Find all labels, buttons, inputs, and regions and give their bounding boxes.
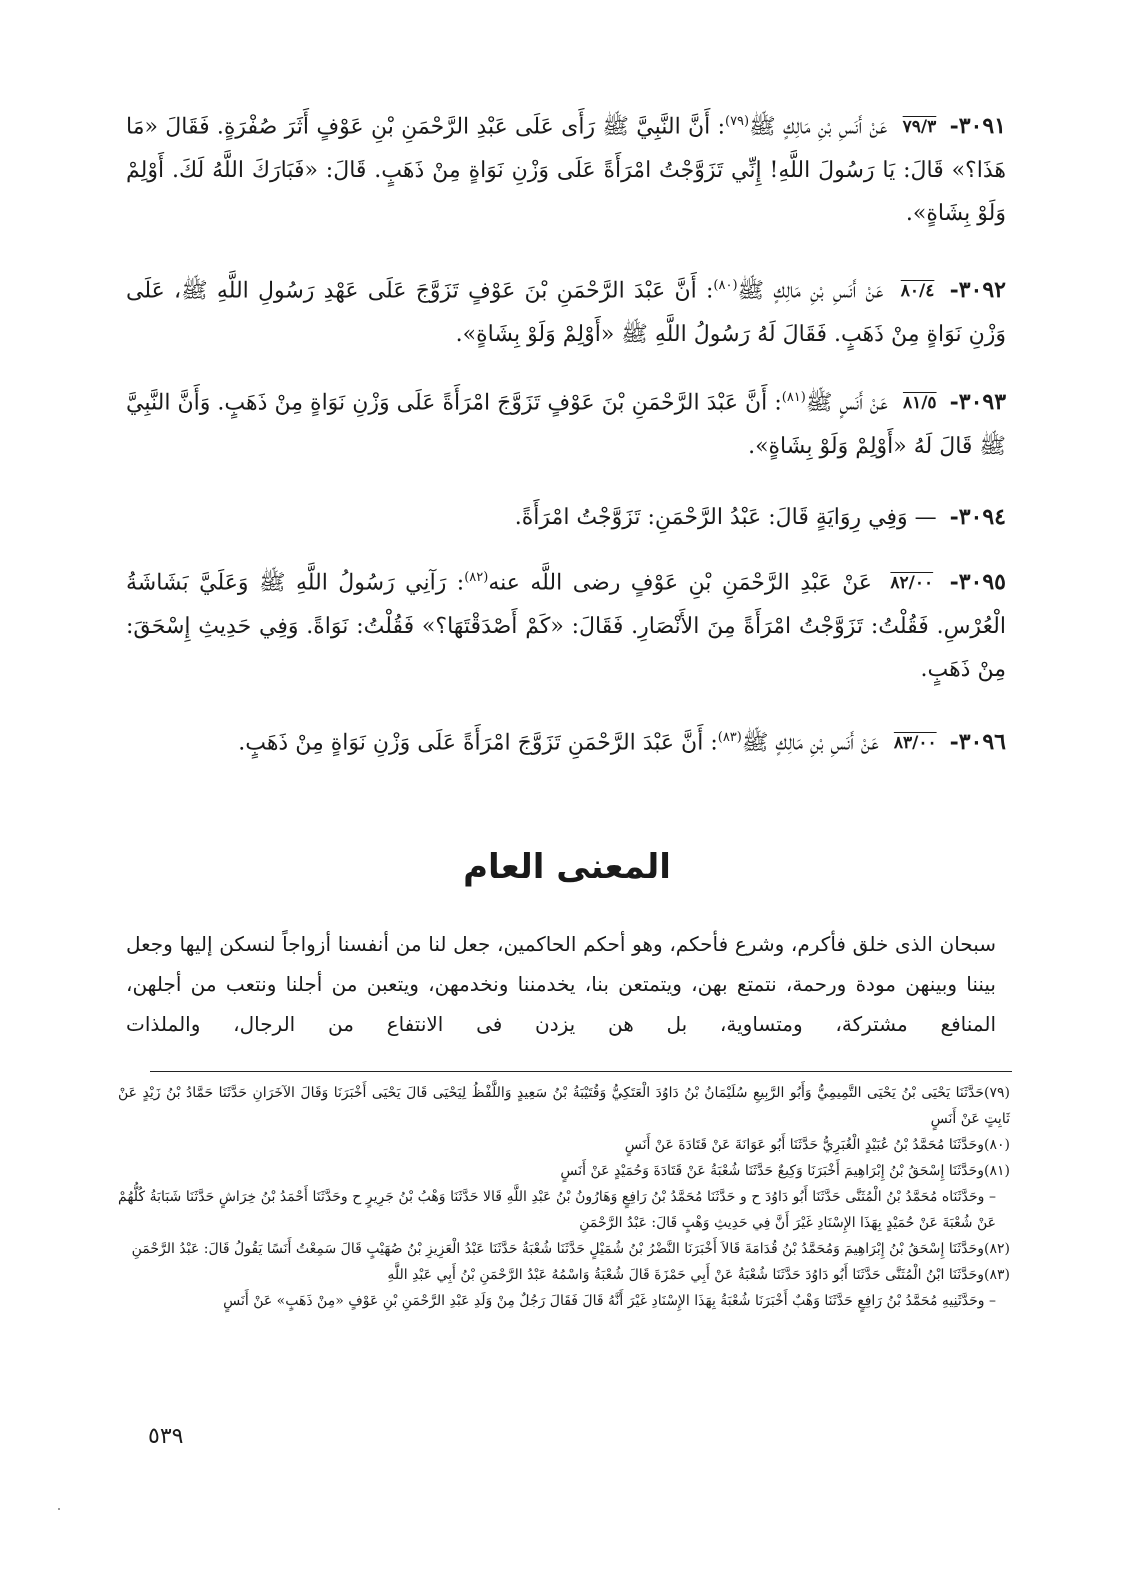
hadith-text: : رَآنِي رَسُولُ اللَّهِ ﷺ وَعَلَيَّ بَشَاشَةُ الْعُرْسِ. فَقُلْتُ: تَزَوَّجْتُ امْرَأَةً مِنَ الأَنْصَارِ. فَقَالَ: «كَمْ أَصْدَقْتَهَا؟» فَقُلْتُ: نَوَاةً. وَفِي حَدِيثِ إِسْحَقَ: مِنْ ذَهَبٍ. <box>126 570 1006 682</box>
hadith-lead: عَنْ أَنَسٍ ﷺ <box>805 390 888 416</box>
footnote-83: (٨٣)وحَدَّثَنَا ابْنُ الْمُثَنَّى حَدَّثَنَا أَبُو دَاوُدَ حَدَّثَنَا شُعْبَةُ عَنْ أَبِي حَمْزَةَ قَالَ شُعْبَةُ وَاسْمُهُ عَبْدُ الرَّحْمَنِ بْنُ أَبِي عَبْدِ اللَّهِ <box>387 1267 1010 1283</box>
hadith-lead: عَنْ أَنَسِ بْنِ مَالِكٍ ﷺ <box>737 278 884 304</box>
hadith-lead: عَنْ أَنَسِ بْنِ مَالِكٍ ﷺ <box>741 730 879 756</box>
hadith-number: ٣٠٩٢- <box>949 277 1006 304</box>
footnote-79: (٧٩)حَدَّثَنَا يَحْيَى بْنُ يَحْيَى التَّمِيمِيُّ وَأَبُو الرَّبِيعِ سُلَيْمَانُ بْنُ دَاوُدَ الْعَتَكِيُّ وَقُتَيْبَةُ بْنُ سَعِيدٍ وَاللَّفْظُ لِيَحْيَى قَالَ يَحْيَى أَخْبَرَنَا وَقَالَ الآخَرَانِ حَدَّثَنَا حَمَّادُ بْنُ زَيْدٍ عَنْ ثَابِتٍ عَنْ أَنَسٍ <box>118 1085 1010 1127</box>
page-number: ٥٣٩ <box>148 1424 184 1449</box>
hadith-number: ٣٠٩٦- <box>949 729 1006 756</box>
scan-speck <box>58 1508 60 1510</box>
footnote-80: (٨٠)وحَدَّثَنَا مُحَمَّدُ بْنُ عُبَيْدٍ الْغُبَرِيُّ حَدَّثَنَا أَبُو عَوَانَةَ عَنْ قَتَادَةَ عَنْ أَنَسٍ <box>624 1137 1010 1153</box>
hadith-text: : أَنَّ عَبْدَ الرَّحْمَنِ تَزَوَّجَ امْرَأَةً عَلَى وَزْنِ نَوَاةٍ مِنْ ذَهَبٍ. <box>238 730 718 756</box>
hadith-lead: عَنْ أَنَسِ بْنِ مَالِكٍ ﷺ <box>749 114 888 140</box>
hadith-fraction: ٨٢/٠٠ <box>890 572 934 593</box>
hadith-fraction: ٨١/٥ <box>902 392 937 413</box>
hadith-lead: عَنْ عَبْدِ الرَّحْمَنِ بْنِ عَوْفٍ رضى اللَّه عنه <box>488 570 872 596</box>
hadith-number: ٣٠٩٣- <box>949 389 1007 416</box>
footnote-82: (٨٢)وحَدَّثَنَا إِسْحَقُ بْنُ إِبْرَاهِيمَ وَمُحَمَّدُ بْنُ قُدَامَةَ قَالاَ أَخْبَرَنَا النَّضْرُ بْنُ شُمَيْلٍ حَدَّثَنَا شُعْبَةُ حَدَّثَنَا عَبْدُ الْعَزِيزِ بْنُ صُهَيْبٍ قَالَ سَمِعْتُ أَنَسًا يَقُولُ قَالَ: عَبْدُ الرَّحْمَنِ <box>131 1241 1010 1257</box>
hadith-3091 <box>126 100 1006 235</box>
section-title: المعنى العام <box>463 847 671 887</box>
general-meaning-paragraph: سبحان الذى خلق فأكرم، وشرع فأحكم، وهو أحكم الحاكمين، جعل لنا من أنفسنا أزواجاً لنسكن إليها وجعل بيننا وبينهن مودة ورحمة، نتمتع بهن، ويتمتعن بنا، يخدمننا ونخدمهن، ويتعبن من أجلنا ونتعب من أجلهن، المنافع مشتركة، ومتساوية، بل هن يزدن فى الانتفاع من الرجال، والملذات <box>126 932 996 1036</box>
hadith-fraction: ٧٩/٣ <box>902 116 937 137</box>
hadith-fraction: ٨٣/٠٠ <box>893 732 937 753</box>
footnote-81: (٨١)وحَدَّثَنَا إِسْحَقُ بْنُ إِبْرَاهِيمَ أَخْبَرَنَا وَكِيعٌ حَدَّثَنَا شُعْبَةُ عَنْ قَتَادَةَ وَحُمَيْدٍ عَنْ أَنَسٍ <box>560 1163 1010 1179</box>
hadith-3093 <box>126 376 1006 468</box>
footnote-83-continued: – وحَدَّثَنِيهِ مُحَمَّدُ بْنُ رَافِعٍ حَدَّثَنَا وَهْبٌ أَخْبَرَنَا شُعْبَةُ بِهَذَا الإِسْنَادِ غَيْرَ أَنَّهُ قَالَ فَقَالَ رَجُلٌ مِنْ وَلَدِ عَبْدِ الرَّحْمَنِ بْنِ عَوْفٍ «مِنْ ذَهَبٍ» عَنْ أَنَسٍ <box>223 1293 996 1309</box>
footnote-ref[interactable]: (٨١) <box>781 390 806 405</box>
hadith-number: ٣٠٩١- <box>949 113 1006 140</box>
footnote-ref[interactable]: (٨٠) <box>713 278 738 293</box>
footnote-ref[interactable]: (٨٣) <box>717 730 742 745</box>
footnotes <box>118 1080 1010 1314</box>
hadith-3095 <box>126 556 1006 691</box>
footnote-ref[interactable]: (٨٢) <box>464 570 489 585</box>
footnote-divider <box>150 1071 1012 1072</box>
hadith-number: ٣٠٩٤- <box>949 504 1006 530</box>
footnote-81-continued: – وحَدَّثَنَاه مُحَمَّدُ بْنُ الْمُثَنَّى حَدَّثَنَا أَبُو دَاوُدَ ح و حَدَّثَنَا مُحَمَّدُ بْنُ رَافِعٍ وَهَارُونُ بْنُ عَبْدِ اللَّهِ قَالا حَدَّثَنَا وَهْبُ بْنُ جَرِيرٍ ح وحَدَّثَنَا أَحْمَدُ بْنُ خِرَاشٍ حَدَّثَنَا شَبَابَةُ كُلُّهُمْ عَنْ شُعْبَةَ عَنْ حُمَيْدٍ بِهَذَا الإِسْنَادِ غَيْرَ أَنَّ فِي حَدِيثِ وَهْبٍ قَالَ: عَبْدُ الرَّحْمَنِ <box>118 1189 996 1231</box>
footnote-ref[interactable]: (٧٩) <box>724 114 750 129</box>
hadith-number: ٣٠٩٥- <box>949 569 1006 596</box>
hadith-text: : أَنَّ عَبْدَ الرَّحْمَنِ بْنَ عَوْفٍ تَزَوَّجَ عَلَى عَهْدِ رَسُولِ اللَّهِ ﷺ، عَلَى وَزْنِ نَوَاةٍ مِنْ ذَهَبٍ. فَقَالَ لَهُ رَسُولُ اللَّهِ ﷺ «أَوْلِمْ وَلَوْ بِشَاةٍ». <box>126 278 1006 347</box>
hadith-text: : أَنَّ عَبْدَ الرَّحْمَنِ بْنَ عَوْفٍ تَزَوَّجَ امْرَأَةً عَلَى وَزْنِ نَوَاةٍ مِنْ ذَهَبٍ. وَأَنَّ النَّبِيَّ ﷺ قَالَ لَهُ «أَوْلِمْ وَلَوْ بِشَاةٍ». <box>126 390 1006 459</box>
hadith-3096 <box>126 716 1006 765</box>
hadith-text: : أَنَّ النَّبِيَّ ﷺ رَأَى عَلَى عَبْدِ الرَّحْمَنِ بْنِ عَوْفٍ أَثَرَ صُفْرَةٍ. فَقَالَ «مَا هَذَا؟» قَالَ: يَا رَسُولَ اللَّهِ! إِنِّي تَزَوَّجْتُ امْرَأَةً عَلَى وَزْنِ نَوَاةٍ مِنْ ذَهَبٍ. قَالَ: «فَبَارَكَ اللَّهُ لَكَ. أَوْلِمْ وَلَوْ بِشَاةٍ». <box>126 114 1006 226</box>
hadith-3092 <box>126 264 1006 356</box>
hadith-3094 <box>126 496 1006 539</box>
hadith-text: — وَفِي رِوَايَةٍ قَالَ: عَبْدُ الرَّحْمَنِ: تَزَوَّجْتُ امْرَأَةً. <box>514 505 937 530</box>
hadith-fraction: ٨٠/٤ <box>900 280 935 301</box>
